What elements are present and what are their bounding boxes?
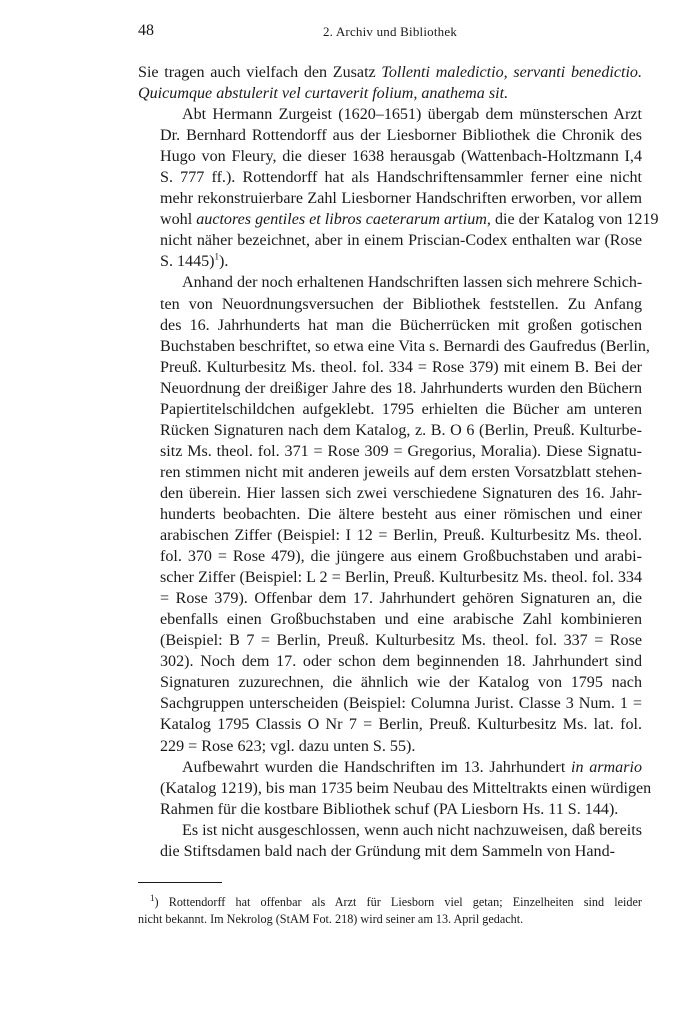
text-line bbox=[138, 799, 642, 820]
footnote bbox=[138, 894, 642, 928]
text-segment: S. 777 ff.). Rottendorff hat als Handschriftensammler ferner eine nicht bbox=[160, 169, 642, 187]
text-line bbox=[138, 83, 642, 104]
text-line bbox=[138, 483, 642, 504]
text-segment: fol. 370 = Rose 479), die jüngere aus einem Großbuchstaben und arabi- bbox=[160, 548, 642, 566]
text-segment: Sachgruppen unterscheiden (Beispiel: Columna Jurist. Classe 3 Num. 1 = bbox=[160, 695, 642, 713]
text-line bbox=[138, 841, 642, 862]
paragraph bbox=[138, 820, 642, 862]
text-line bbox=[138, 441, 642, 462]
text-segment: hunderts beobachten. Die ältere besteht aus einer römischen und einer bbox=[160, 505, 642, 523]
text-segment: ren stimmen nicht mit anderen jeweils auf dem ersten Vorsatzblatt stehen- bbox=[160, 463, 642, 481]
paragraph bbox=[138, 104, 659, 272]
text-segment: (Beispiel: B 7 = Berlin, Preuß. Kulturbesitz Ms. theol. fol. 337 = Rose bbox=[160, 632, 642, 650]
text-segment: arabischen Ziffer (Beispiel: I 12 = Berlin, Preuß. Kulturbesitz Ms. theol. bbox=[160, 527, 642, 545]
text-line bbox=[138, 778, 652, 799]
text-segment: (Katalog 1219), bis man 1735 beim Neubau des Mitteltrakts einen würdigen bbox=[160, 779, 652, 797]
page-number: 48 bbox=[138, 22, 154, 39]
text-line bbox=[138, 693, 642, 714]
text-segment: Papiertitelschildchen aufgeklebt. 1795 erhielten die Bücher am unteren bbox=[160, 400, 642, 418]
text-segment: Rücken Signaturen nach dem Katalog, z. B. O 6 (Berlin, Preuß. Kulturbe- bbox=[160, 421, 642, 439]
text-segment: Signaturen zuzurechnen, die ähnlich wie der Katalog von 1795 nach bbox=[160, 674, 642, 692]
text-segment: nicht näher bezeichnet, aber in einem Priscian-Codex enthalten war (Rose bbox=[160, 232, 642, 250]
page-header bbox=[138, 22, 642, 46]
text-line bbox=[138, 714, 642, 735]
text-line bbox=[138, 567, 642, 588]
text-line bbox=[138, 504, 642, 525]
footnote-marker: 1 bbox=[214, 252, 220, 263]
text-line bbox=[138, 167, 642, 188]
text-segment: 229 = Rose 623; vgl. dazu unten S. 55). bbox=[160, 737, 416, 755]
italic-text: in armario bbox=[571, 758, 642, 776]
text-line bbox=[138, 911, 642, 928]
text-segment: , die der Katalog von 1219 bbox=[486, 211, 659, 229]
text-line bbox=[138, 357, 642, 378]
text-line bbox=[138, 609, 642, 630]
paragraph bbox=[138, 757, 652, 820]
text-segment: den überein. Hier lassen sich zwei verschiedene Signaturen des 16. Jahr- bbox=[160, 484, 642, 502]
text-line bbox=[138, 378, 642, 399]
text-line bbox=[138, 230, 642, 251]
text-segment: Sie tragen auch vielfach den Zusatz bbox=[138, 64, 382, 81]
text-segment: 302). Noch dem 17. oder schon dem beginnenden 18. Jahrhundert sind bbox=[160, 653, 642, 671]
text-line bbox=[138, 188, 642, 209]
text-segment: Rahmen für die kostbare Bibliothek schuf (PA Liesborn Hs. 11 S. 144). bbox=[160, 800, 619, 818]
text-segment: wohl bbox=[160, 211, 197, 229]
text-segment: Buchstaben beschriftet, so etwa eine Vita s. Bernardi des Gaufredus (Berlin, bbox=[160, 337, 650, 355]
paragraph bbox=[138, 272, 650, 756]
text-line bbox=[138, 820, 642, 841]
text-segment: = Rose 379). Offenbar dem 17. Jahrhundert gehören Signaturen an, die bbox=[160, 590, 642, 608]
text-segment: Katalog 1795 Classis O Nr 7 = Berlin, Preuß. Kulturbesitz Ms. lat. fol. bbox=[160, 716, 642, 734]
text-segment: ebenfalls einen Großbuchstaben und eine arabische Zahl kombinieren bbox=[160, 611, 642, 629]
text-segment: Abt Hermann Zurgeist (1620–1651) übergab dem münsterschen Arzt bbox=[182, 106, 642, 124]
running-head: 2. Archiv und Bibliothek bbox=[322, 24, 458, 39]
text-segment: ) Rottendorff hat offenbar als Arzt für Liesborn viel getan; Einzelheiten sind leider bbox=[154, 895, 642, 909]
text-line bbox=[138, 315, 642, 336]
text-line bbox=[138, 757, 642, 778]
text-line bbox=[138, 588, 642, 609]
text-line bbox=[138, 251, 642, 272]
italic-text: auctores gentiles et libros caeterarum artium bbox=[196, 211, 487, 229]
text-line bbox=[138, 525, 642, 546]
text-segment: Es ist nicht ausgeschlossen, wenn auch nicht nachzuweisen, daß bereits bbox=[182, 821, 642, 839]
paragraph bbox=[138, 62, 642, 104]
text-segment: sitz Ms. theol. fol. 371 = Rose 309 = Gregorius, Moralia). Diese Signatu- bbox=[160, 442, 642, 460]
text-segment: des 16. Jahrhunderts hat man die Bücherrücken mit großen gotischen bbox=[160, 316, 642, 334]
text-line bbox=[138, 546, 642, 567]
text-line bbox=[138, 104, 642, 125]
italic-text: Quicumque abstulerit vel curtaverit folium, anathema sit. bbox=[138, 85, 509, 103]
text-segment: Neuordnung der dreißiger Jahre des 18. Jahrhunderts wurden den Büchern bbox=[160, 379, 642, 397]
text-segment: ten von Neuordnungsversuchen der Bibliothek feststellen. Zu Anfang bbox=[160, 295, 642, 313]
footnote-rule bbox=[138, 882, 222, 883]
text-line bbox=[138, 125, 642, 146]
text-segment: Aufbewahrt wurden die Handschriften im 13. Jahrhundert bbox=[182, 758, 571, 776]
text-line bbox=[138, 62, 642, 83]
text-segment: mehr rekonstruierbare Zahl Liesborner Handschriften erworben, vor allem bbox=[160, 190, 642, 208]
text-segment: S. 1445) bbox=[160, 253, 215, 271]
italic-text: Tollenti maledictio, servanti benedictio. bbox=[381, 64, 643, 81]
text-line bbox=[138, 272, 642, 293]
text-line bbox=[138, 336, 650, 357]
text-segment: Hugo von Fleury, die dieser 1638 herausgab (Wattenbach-Holtzmann I,4 bbox=[160, 148, 642, 166]
text-segment: ). bbox=[219, 253, 229, 271]
text-line bbox=[138, 209, 659, 230]
text-line bbox=[138, 736, 642, 757]
text-line bbox=[138, 462, 642, 483]
text-line bbox=[138, 399, 642, 420]
footnote-marker: 1 bbox=[150, 892, 155, 903]
text-segment: die Stiftsdamen bald nach der Gründung mit dem Sammeln von Hand- bbox=[160, 842, 616, 860]
text-segment: scher Ziffer (Beispiel: L 2 = Berlin, Preuß. Kulturbesitz Ms. theol. fol. 334 bbox=[160, 569, 642, 587]
text-line bbox=[138, 894, 642, 911]
text-segment: nicht bekannt. Im Nekrolog (StAM Fot. 218) wird seiner am 13. April gedacht. bbox=[138, 912, 524, 926]
body-text bbox=[138, 62, 659, 862]
text-line bbox=[138, 294, 642, 315]
text-line bbox=[138, 146, 642, 167]
text-segment: Preuß. Kulturbesitz Ms. theol. fol. 334 = Rose 379) mit einem B. Bei der bbox=[160, 358, 642, 376]
text-line bbox=[138, 420, 642, 441]
text-line bbox=[138, 630, 642, 651]
text-segment: Anhand der noch erhaltenen Handschriften lassen sich mehrere Schich- bbox=[182, 274, 643, 292]
text-line bbox=[138, 651, 642, 672]
text-line bbox=[138, 672, 642, 693]
text-segment: Dr. Bernhard Rottendorff aus der Liesborner Bibliothek die Chronik des bbox=[160, 127, 642, 145]
